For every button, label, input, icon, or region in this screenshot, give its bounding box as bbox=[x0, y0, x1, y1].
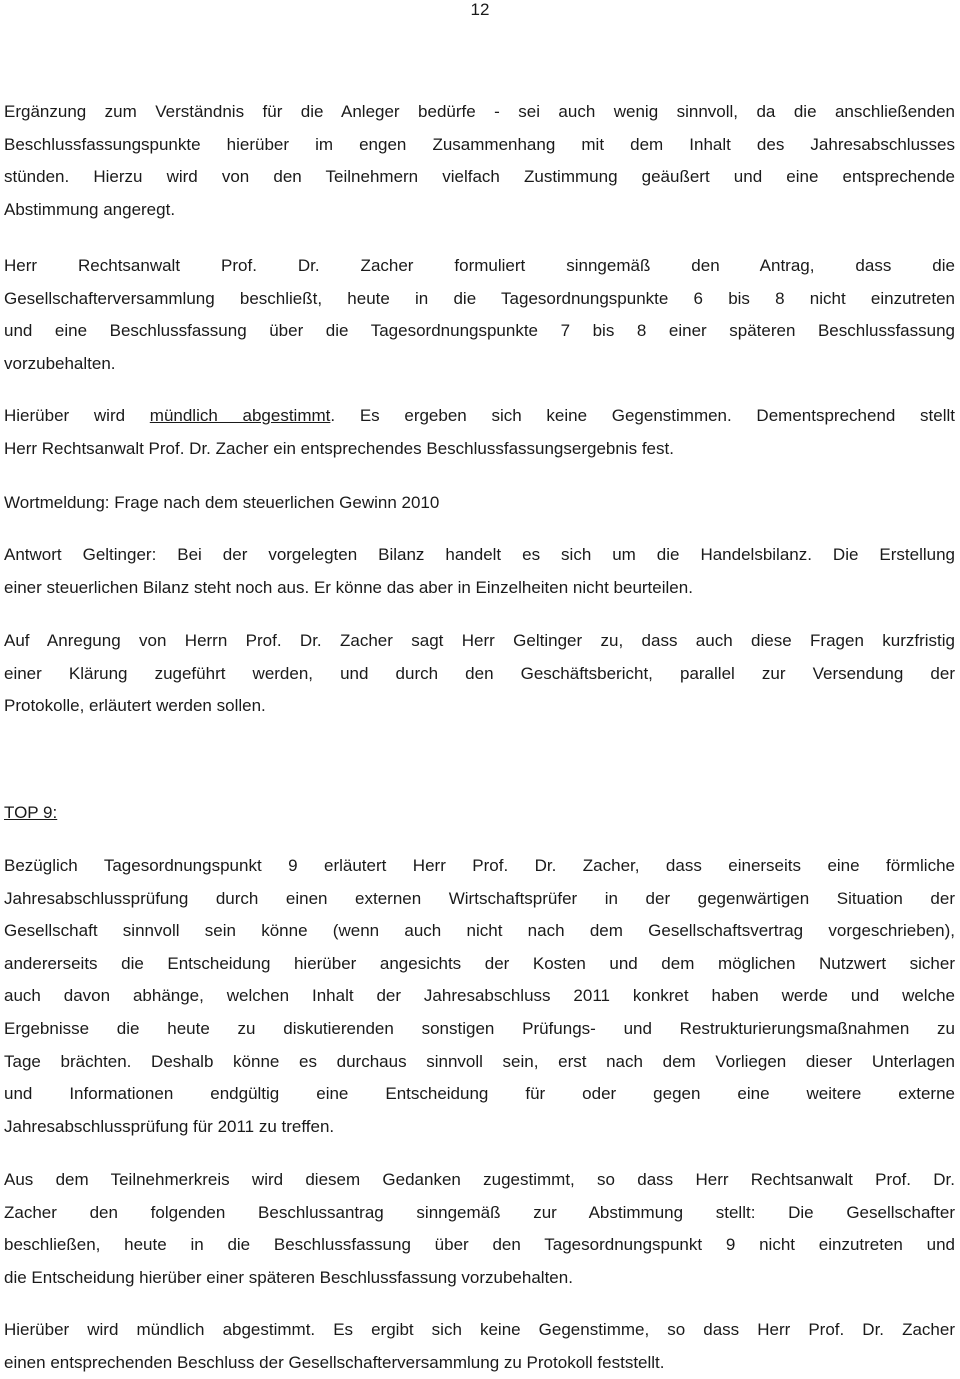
section-heading bbox=[4, 797, 955, 830]
text-line: Auf Anregung von Herrn Prof. Dr. Zacher sagt Herr Geltinger zu, dass auch diese Fragen kurzfristig bbox=[4, 631, 955, 650]
text-line: Aus dem Teilnehmerkreis wird diesem Gedanken zugestimmt, so dass Herr Rechtsanwalt Prof. Dr. bbox=[4, 1170, 955, 1189]
underlined-text: TOP 9: bbox=[4, 803, 58, 822]
text-segment: . Es ergeben sich keine Gegenstimmen. Dementsprechend stellt bbox=[330, 406, 956, 425]
paragraph bbox=[4, 1314, 955, 1379]
paragraph bbox=[4, 487, 955, 520]
text-line: Jahresabschlussprüfung für 2011 zu treffen. bbox=[4, 1116, 335, 1136]
text-segment: Hierüber wird bbox=[4, 406, 150, 425]
text-line: Protokolle, erläutert werden sollen. bbox=[4, 696, 266, 716]
text-line: einer Klärung zugeführt werden, und durch den Geschäftsbericht, parallel zur Versendung der bbox=[4, 663, 955, 683]
text-line bbox=[4, 400, 955, 433]
text-line: Antwort Geltinger: Bei der vorgelegten Bilanz handelt es sich um die Handelsbilanz. Die Erstellung bbox=[4, 545, 955, 564]
text-line: stünden. Hierzu wird von den Teilnehmern vielfach Zustimmung geäußert und eine entsprechende bbox=[4, 167, 955, 187]
text-line: Abstimmung angeregt. bbox=[4, 199, 176, 219]
text-line: Tage brächten. Deshalb könne es durchaus sinnvoll sein, erst nach dem Vorliegen dieser Unterlagen bbox=[4, 1051, 955, 1071]
text-line: Wortmeldung: Frage nach dem steuerlichen Gewinn 2010 bbox=[4, 493, 440, 512]
text-line bbox=[4, 797, 955, 830]
text-line: Bezüglich Tagesordnungspunkt 9 erläutert Herr Prof. Dr. Zacher, dass einerseits eine förmliche bbox=[4, 856, 955, 875]
text-line: die Entscheidung hierüber einer späteren Beschlussfassung vorzubehalten. bbox=[4, 1267, 573, 1287]
text-line: und Informationen endgültig eine Entscheidung für oder gegen eine weitere externe bbox=[4, 1084, 955, 1104]
paragraph bbox=[4, 625, 955, 723]
paragraph bbox=[4, 1164, 955, 1294]
text-line: Herr Rechtsanwalt Prof. Dr. Zacher ein entsprechendes Beschlussfassungsergebnis fest. bbox=[4, 438, 674, 458]
paragraph bbox=[4, 250, 955, 380]
text-line: einen entsprechenden Beschluss der Gesellschafterversammlung zu Protokoll feststellt. bbox=[4, 1352, 665, 1372]
text-line: andererseits die Entscheidung hierüber angesichts der Kosten und dem möglichen Nutzwert sicher bbox=[4, 953, 955, 973]
text-line: Ergebnisse die heute zu diskutierenden sonstigen Prüfungs- und Restrukturierungsmaßnahmen zu bbox=[4, 1018, 955, 1038]
text-line: und eine Beschlussfassung über die Tagesordnungspunkte 7 bis 8 einer späteren Beschlussfassung bbox=[4, 321, 955, 341]
paragraph bbox=[4, 539, 955, 604]
text-line: Beschlussfassungspunkte hierüber im engen Zusammenhang mit dem Inhalt des Jahresabschlusses bbox=[4, 134, 955, 154]
text-line: Ergänzung zum Verständnis für die Anleger bedürfe - sei auch wenig sinnvoll, da die anschließenden bbox=[4, 102, 955, 121]
paragraph bbox=[4, 850, 955, 1143]
text-line: Herr Rechtsanwalt Prof. Dr. Zacher formuliert sinngemäß den Antrag, dass die bbox=[4, 256, 955, 275]
text-line: Hierüber wird mündlich abgestimmt. Es ergibt sich keine Gegenstimme, so dass Herr Prof. Dr. Zacher bbox=[4, 1320, 955, 1339]
text-line: vorzubehalten. bbox=[4, 353, 116, 373]
text-line: beschließen, heute in die Beschlussfassung über den Tagesordnungspunkt 9 nicht einzutreten und bbox=[4, 1235, 955, 1255]
underlined-text: mündlich abgestimmt bbox=[149, 406, 331, 425]
text-line: Gesellschafterversammlung beschließt, heute in die Tagesordnungspunkte 6 bis 8 nicht einzutreten bbox=[4, 288, 955, 308]
text-line: Zacher den folgenden Beschlussantrag sinngemäß zur Abstimmung stellt: Die Gesellschafter bbox=[4, 1202, 955, 1222]
text-line: einer steuerlichen Bilanz steht noch aus. Er könne das aber in Einzelheiten nicht beurteilen. bbox=[4, 577, 693, 597]
text-line: auch davon abhänge, welchen Inhalt der Jahresabschluss 2011 konkret haben werde und welche bbox=[4, 986, 955, 1006]
paragraph bbox=[4, 96, 955, 226]
paragraph bbox=[4, 400, 955, 465]
page-number: 12 bbox=[470, 0, 490, 19]
text-line: Gesellschaft sinnvoll sein könne (wenn auch nicht nach dem Gesellschaftsvertrag vorgeschrieben), bbox=[4, 921, 955, 941]
text-line: Jahresabschlussprüfung durch einen externen Wirtschaftsprüfer in der gegenwärtigen Situation der bbox=[4, 888, 955, 908]
